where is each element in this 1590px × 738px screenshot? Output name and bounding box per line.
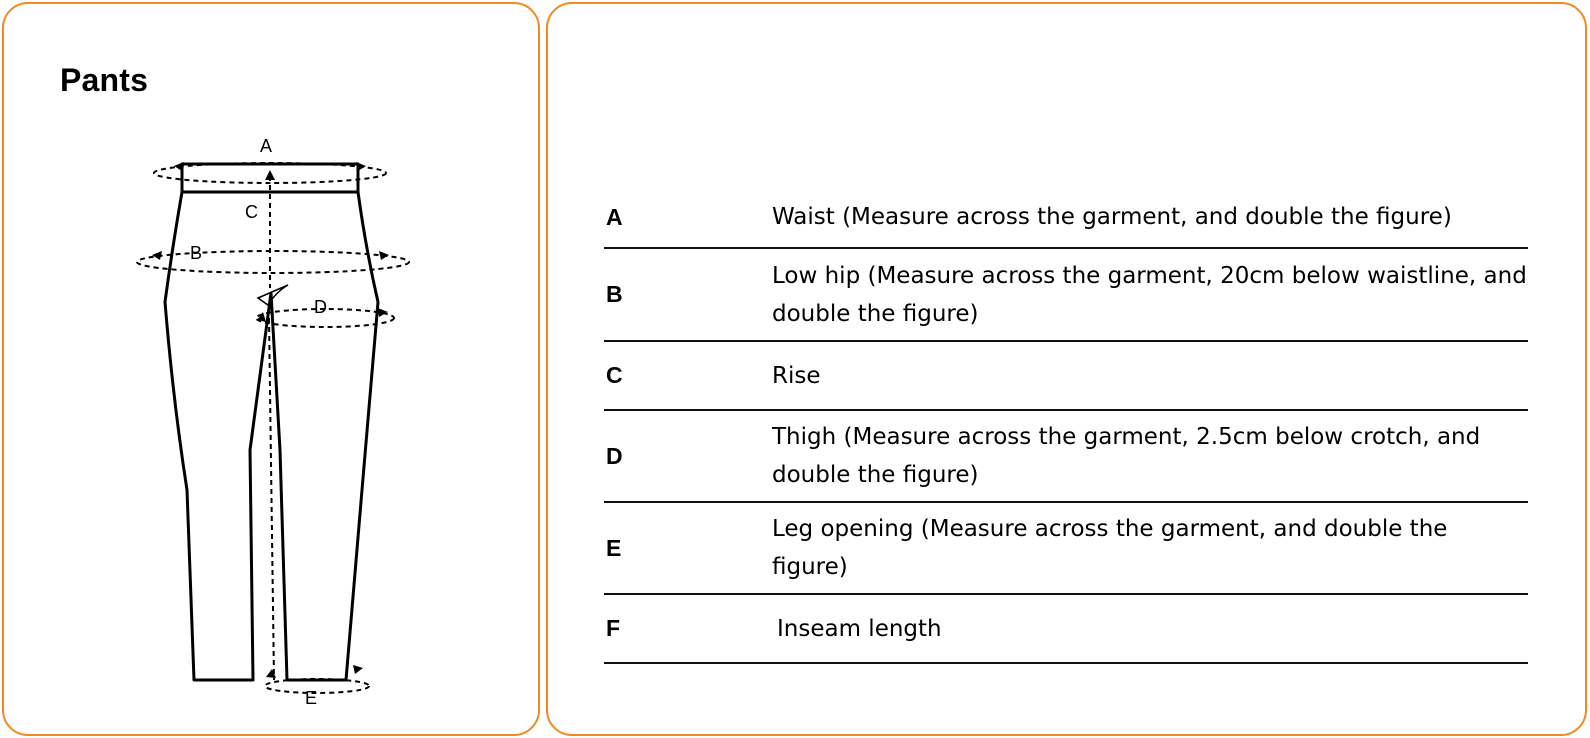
measurement-desc: Inseam length bbox=[777, 615, 942, 642]
measurement-desc: Waist (Measure across the garment, and double the figure) bbox=[772, 204, 1452, 230]
measurement-row-e bbox=[604, 503, 1528, 595]
leg-arrow-right bbox=[353, 665, 363, 674]
label-b: B bbox=[190, 243, 203, 263]
measurement-key: D bbox=[606, 442, 623, 469]
label-e: E bbox=[305, 688, 318, 708]
measurement-key: A bbox=[606, 203, 623, 230]
measurement-key: B bbox=[606, 281, 623, 307]
measurement-key: F bbox=[606, 615, 621, 641]
left-leg-outline bbox=[165, 192, 271, 680]
measurement-desc: Low hip (Measure across the garment, 20cm below waistline, and double the figure) bbox=[772, 262, 1527, 327]
measurement-row-d bbox=[604, 411, 1528, 503]
measurement-row-f bbox=[604, 595, 1528, 664]
measurement-key: C bbox=[606, 362, 623, 388]
measurement-desc: Leg opening (Measure across the garment, and double the figure) bbox=[772, 516, 1448, 580]
page-title: Pants bbox=[60, 62, 149, 98]
thigh-arrow-right bbox=[378, 308, 388, 317]
measurement-row-c bbox=[604, 342, 1528, 411]
inseam-guide bbox=[269, 318, 274, 680]
hip-arrow-right bbox=[379, 251, 389, 260]
measurement-desc: Rise bbox=[772, 362, 821, 389]
label-c: C bbox=[245, 202, 258, 222]
measurement-row-a bbox=[604, 187, 1528, 249]
right-leg-outline bbox=[271, 192, 378, 680]
measurement-key: E bbox=[606, 534, 622, 561]
measurement-row-b bbox=[604, 249, 1528, 342]
label-a: A bbox=[260, 136, 273, 156]
rise-arrow bbox=[265, 170, 275, 180]
pants-diagram bbox=[0, 0, 540, 738]
label-d: D bbox=[314, 297, 327, 317]
measurement-table bbox=[604, 187, 1528, 664]
measurement-desc: Thigh (Measure across the garment, 2.5cm below crotch, and double the figure) bbox=[772, 424, 1481, 488]
hip-arrow-left bbox=[152, 251, 162, 260]
